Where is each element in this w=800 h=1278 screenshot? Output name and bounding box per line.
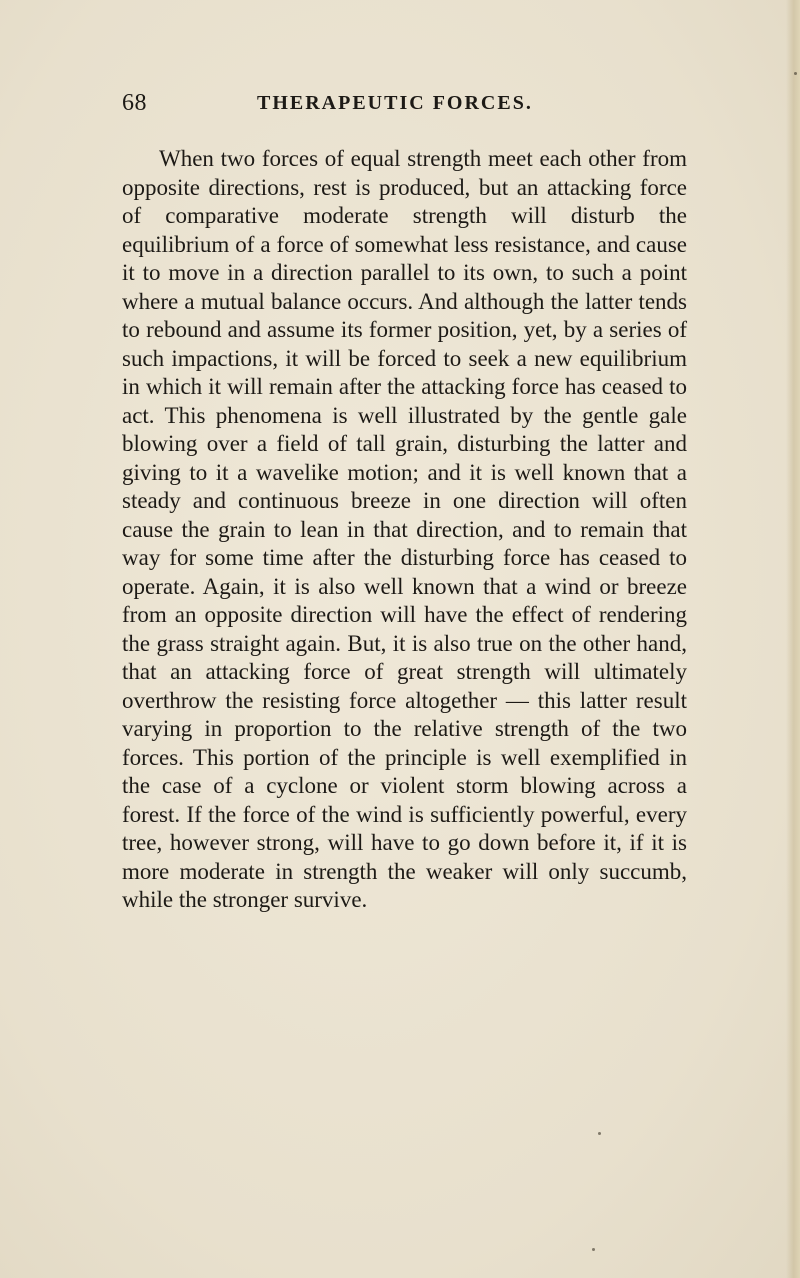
- paper-speck: [794, 72, 797, 75]
- page-header: [122, 88, 682, 118]
- paper-speck: [598, 1132, 601, 1135]
- running-head: THERAPEUTIC FORCES.: [257, 92, 533, 114]
- paper-speck: [592, 1248, 595, 1251]
- body-paragraph: When two forces of equal strength meet each other from opposite directions, rest is produced, but an attacking force of comparative moderate strength will disturb the equilibrium of a force of somewhat less resistance, and cause it to move in a direction parallel to its own, to such a point where a mutual balance occurs. And although the latter tends to rebound and assume its former position, yet, by a series of such impactions, it will be forced to seek a new equilibrium in which it will remain after the attacking force has ceased to act. This phenomena is well illustrated by the gentle gale blowing over a field of tall grain, disturbing the latter and giving to it a wavelike motion; and it is well known that a steady and continuous breeze in one direction will often cause the grain to lean in that direction, and to remain that way for some time after the disturbing force has ceased to operate. Again, it is also well known that a wind or breeze from an opposite direction will have the effect of rendering the grass straight again. But, it is also true on the other hand, that an attacking force of great strength will ultimately overthrow the resisting force altogether — this latter result varying in proportion to the relative strength of the two forces. This portion of the principle is well exemplified in the case of a cyclone or violent storm blowing across a forest. If the force of the wind is sufficiently powerful, every tree, however strong, will have to go down before it, if it is more moderate in strength the weaker will only succumb, while the stronger survive.: [122, 146, 687, 912]
- page-edge-shadow: [786, 0, 800, 1278]
- page-number: 68: [122, 90, 147, 116]
